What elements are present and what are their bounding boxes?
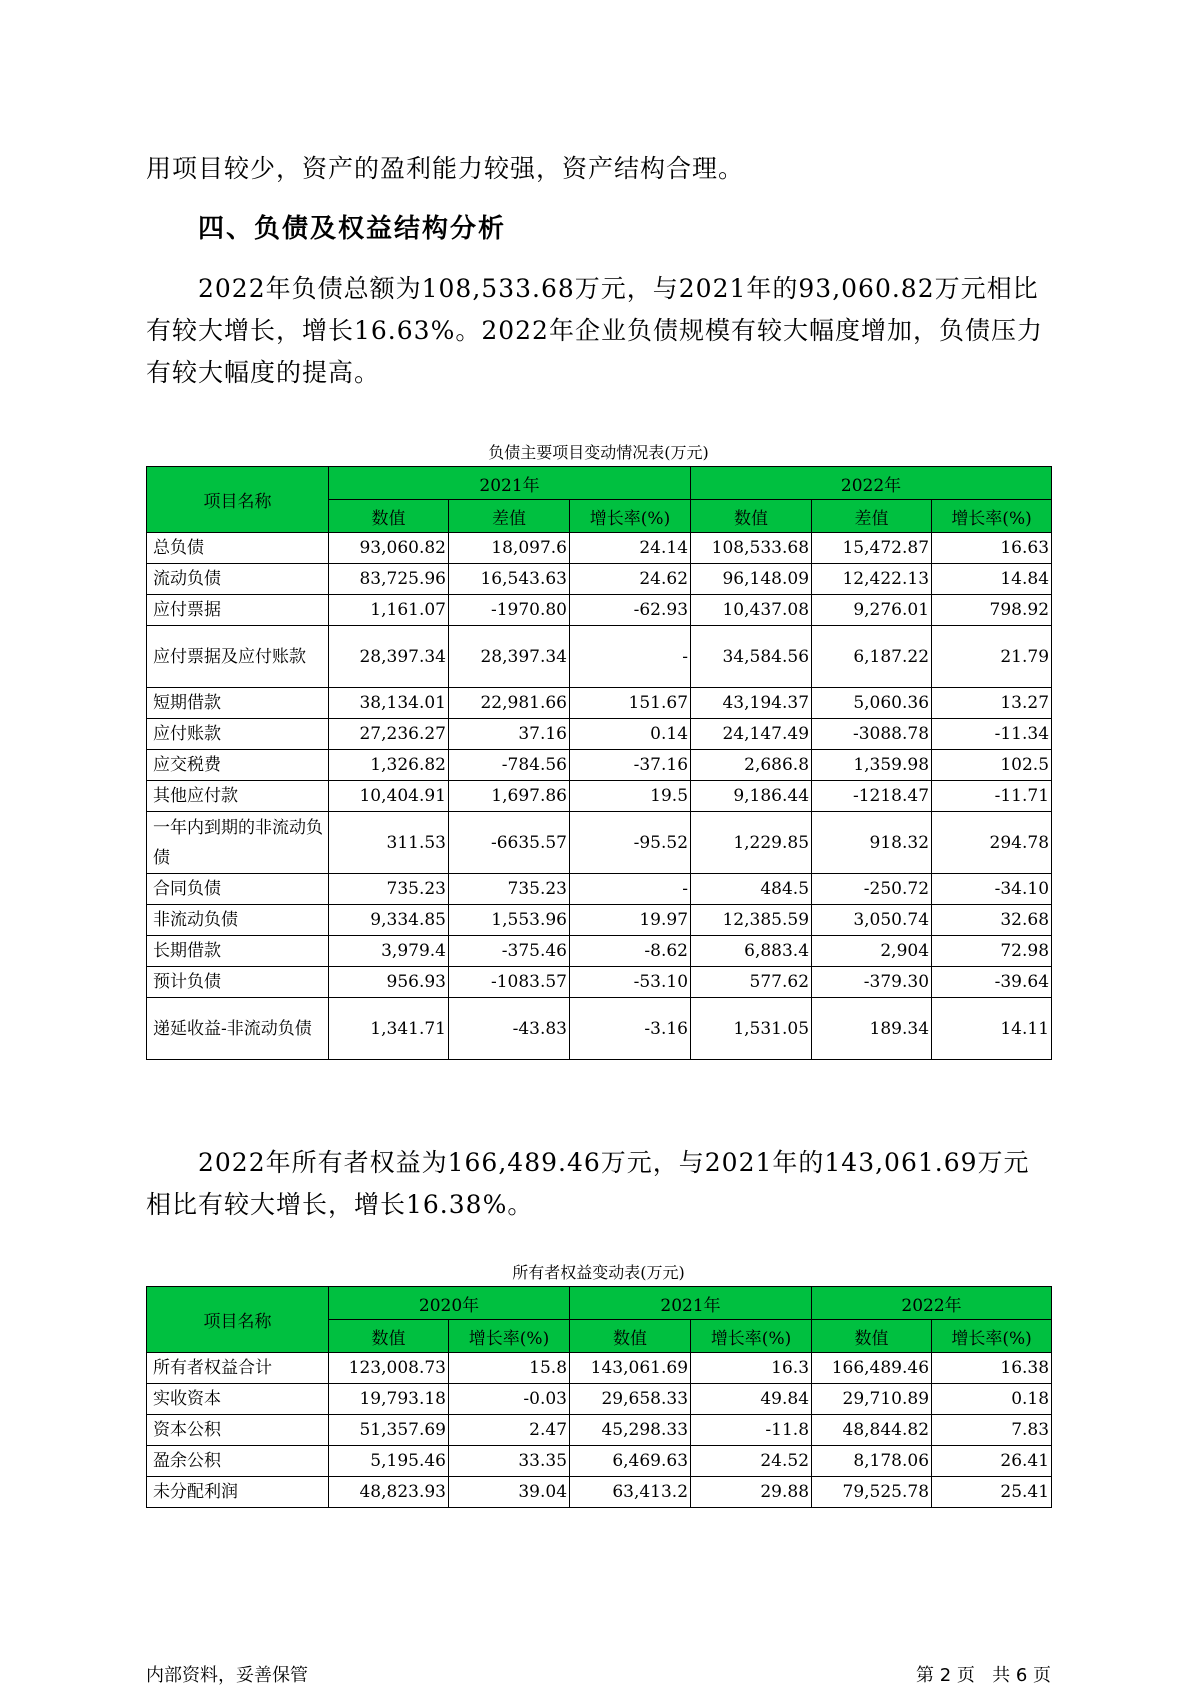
cell-value: 6,187.22 <box>812 626 932 688</box>
liability-year-2022: 2022年 <box>691 467 1052 500</box>
cell-value: 1,341.71 <box>329 998 449 1060</box>
cell-value: -53.10 <box>570 967 691 998</box>
cell-value: 12,422.13 <box>812 564 932 595</box>
equity-sub-header: 增长率(%) <box>932 1320 1052 1353</box>
cell-value: 735.23 <box>449 874 570 905</box>
equity-sub-header: 数值 <box>329 1320 449 1353</box>
cell-value: 3,050.74 <box>812 905 932 936</box>
cell-value: 12,385.59 <box>691 905 812 936</box>
liability-sub-header: 差值 <box>812 500 932 533</box>
cell-value: 33.35 <box>449 1446 570 1477</box>
cell-value: -1083.57 <box>449 967 570 998</box>
cell-value: 14.84 <box>932 564 1052 595</box>
cell-value: 29.88 <box>691 1477 812 1508</box>
table-row <box>147 533 1052 564</box>
equity-paragraph <box>146 1142 1046 1226</box>
cell-value: 10,437.08 <box>691 595 812 626</box>
cell-value: 16.63 <box>932 533 1052 564</box>
liability-sub-header: 数值 <box>691 500 812 533</box>
cell-value: 166,489.46 <box>812 1353 932 1384</box>
intro-line: 用项目较少，资产的盈利能力较强，资产结构合理。 <box>146 154 745 183</box>
cell-value: 93,060.82 <box>329 533 449 564</box>
row-label: 总负债 <box>147 533 329 564</box>
table-row <box>147 905 1052 936</box>
row-label: 应付账款 <box>147 719 329 750</box>
cell-value: 1,229.85 <box>691 812 812 874</box>
cell-value: -0.03 <box>449 1384 570 1415</box>
row-label: 应付票据 <box>147 595 329 626</box>
cell-value: 21.79 <box>932 626 1052 688</box>
row-label: 其他应付款 <box>147 781 329 812</box>
equity-table <box>146 1286 1052 1508</box>
table-row <box>147 750 1052 781</box>
table-row <box>147 812 1052 874</box>
table-row <box>147 967 1052 998</box>
cell-value: -8.62 <box>570 936 691 967</box>
cell-value: 1,531.05 <box>691 998 812 1060</box>
cell-value: 32.68 <box>932 905 1052 936</box>
cell-value: -11.71 <box>932 781 1052 812</box>
table-row <box>147 998 1052 1060</box>
cell-value: 29,710.89 <box>812 1384 932 1415</box>
cell-value: 29,658.33 <box>570 1384 691 1415</box>
table-row <box>147 1415 1052 1446</box>
table-row <box>147 564 1052 595</box>
cell-value: 9,276.01 <box>812 595 932 626</box>
cell-value: 2,686.8 <box>691 750 812 781</box>
cell-value: 1,161.07 <box>329 595 449 626</box>
cell-value: -95.52 <box>570 812 691 874</box>
row-label: 所有者权益合计 <box>147 1353 329 1384</box>
cell-value: 7.83 <box>932 1415 1052 1446</box>
cell-value: 16.38 <box>932 1353 1052 1384</box>
cell-value: -39.64 <box>932 967 1052 998</box>
cell-value: 72.98 <box>932 936 1052 967</box>
row-label: 预计负债 <box>147 967 329 998</box>
table-row <box>147 1477 1052 1508</box>
cell-value: 24.14 <box>570 533 691 564</box>
cell-value: 484.5 <box>691 874 812 905</box>
cell-value: 19.97 <box>570 905 691 936</box>
equity-year-2021: 2021年 <box>570 1287 812 1320</box>
cell-value: 48,823.93 <box>329 1477 449 1508</box>
section-heading: 四、负债及权益结构分析 <box>198 214 507 244</box>
equity-item-header: 项目名称 <box>147 1287 329 1353</box>
row-label: 资本公积 <box>147 1415 329 1446</box>
cell-value: 14.11 <box>932 998 1052 1060</box>
cell-value: -784.56 <box>449 750 570 781</box>
cell-value: 22,981.66 <box>449 688 570 719</box>
row-label: 合同负债 <box>147 874 329 905</box>
cell-value: 0.18 <box>932 1384 1052 1415</box>
row-label: 长期借款 <box>147 936 329 967</box>
liability-item-header: 项目名称 <box>147 467 329 533</box>
row-label: 应交税费 <box>147 750 329 781</box>
table-row <box>147 595 1052 626</box>
cell-value: 798.92 <box>932 595 1052 626</box>
liability-sub-header: 增长率(%) <box>932 500 1052 533</box>
cell-value: 96,148.09 <box>691 564 812 595</box>
cell-value: 15,472.87 <box>812 533 932 564</box>
cell-value: 102.5 <box>932 750 1052 781</box>
row-label: 实收资本 <box>147 1384 329 1415</box>
cell-value: 956.93 <box>329 967 449 998</box>
cell-value: 24.52 <box>691 1446 812 1477</box>
row-label: 短期借款 <box>147 688 329 719</box>
row-label: 流动负债 <box>147 564 329 595</box>
cell-value: -3088.78 <box>812 719 932 750</box>
table-row <box>147 781 1052 812</box>
cell-value: 3,979.4 <box>329 936 449 967</box>
cell-value: 6,469.63 <box>570 1446 691 1477</box>
cell-value: 26.41 <box>932 1446 1052 1477</box>
liability-table <box>146 466 1052 1060</box>
cell-value: 108,533.68 <box>691 533 812 564</box>
cell-value: - <box>570 626 691 688</box>
cell-value: 6,883.4 <box>691 936 812 967</box>
table-row <box>147 626 1052 688</box>
cell-value: -375.46 <box>449 936 570 967</box>
equity-sub-header: 增长率(%) <box>449 1320 570 1353</box>
cell-value: 13.27 <box>932 688 1052 719</box>
cell-value: -1970.80 <box>449 595 570 626</box>
cell-value: -11.34 <box>932 719 1052 750</box>
equity-year-2022: 2022年 <box>812 1287 1052 1320</box>
cell-value: 39.04 <box>449 1477 570 1508</box>
cell-value: 27,236.27 <box>329 719 449 750</box>
table-row <box>147 1446 1052 1477</box>
cell-value: 311.53 <box>329 812 449 874</box>
liability-table-caption: 负债主要项目变动情况表(万元) <box>488 443 709 462</box>
cell-value: 28,397.34 <box>329 626 449 688</box>
row-label: 未分配利润 <box>147 1477 329 1508</box>
row-label: 盈余公积 <box>147 1446 329 1477</box>
cell-value: 37.16 <box>449 719 570 750</box>
footer-note: 内部资料，妥善保管 <box>146 1665 308 1686</box>
equity-table-caption: 所有者权益变动表(万元) <box>512 1263 685 1282</box>
liability-sub-header: 增长率(%) <box>570 500 691 533</box>
equity-sub-header: 数值 <box>570 1320 691 1353</box>
cell-value: 1,326.82 <box>329 750 449 781</box>
cell-value: 5,195.46 <box>329 1446 449 1477</box>
cell-value: -379.30 <box>812 967 932 998</box>
cell-value: -43.83 <box>449 998 570 1060</box>
cell-value: 9,334.85 <box>329 905 449 936</box>
cell-value: 15.8 <box>449 1353 570 1384</box>
cell-value: 24,147.49 <box>691 719 812 750</box>
cell-value: 63,413.2 <box>570 1477 691 1508</box>
cell-value: -34.10 <box>932 874 1052 905</box>
row-label: 应付票据及应付账款 <box>147 626 329 688</box>
cell-value: -11.8 <box>691 1415 812 1446</box>
cell-value: 577.62 <box>691 967 812 998</box>
cell-value: 189.34 <box>812 998 932 1060</box>
row-label: 非流动负债 <box>147 905 329 936</box>
equity-year-2020: 2020年 <box>329 1287 570 1320</box>
cell-value: 1,697.86 <box>449 781 570 812</box>
cell-value: 8,178.06 <box>812 1446 932 1477</box>
page-number: 第 2 页 共 6 页 <box>916 1665 1051 1686</box>
liability-sub-header: 数值 <box>329 500 449 533</box>
cell-value: 0.14 <box>570 719 691 750</box>
row-label: 一年内到期的非流动负债 <box>147 812 329 874</box>
table-row <box>147 1384 1052 1415</box>
cell-value: -37.16 <box>570 750 691 781</box>
cell-value: 9,186.44 <box>691 781 812 812</box>
cell-value: 5,060.36 <box>812 688 932 719</box>
liability-year-2021: 2021年 <box>329 467 691 500</box>
cell-value: 43,194.37 <box>691 688 812 719</box>
cell-value: 735.23 <box>329 874 449 905</box>
liability-sub-header: 差值 <box>449 500 570 533</box>
cell-value: 16,543.63 <box>449 564 570 595</box>
cell-value: 918.32 <box>812 812 932 874</box>
cell-value: 19.5 <box>570 781 691 812</box>
table-row <box>147 936 1052 967</box>
liability-paragraph <box>146 268 1046 394</box>
cell-value: -62.93 <box>570 595 691 626</box>
cell-value: 79,525.78 <box>812 1477 932 1508</box>
cell-value: 10,404.91 <box>329 781 449 812</box>
cell-value: 48,844.82 <box>812 1415 932 1446</box>
cell-value: 34,584.56 <box>691 626 812 688</box>
cell-value: 1,553.96 <box>449 905 570 936</box>
equity-sub-header: 数值 <box>812 1320 932 1353</box>
cell-value: 151.67 <box>570 688 691 719</box>
cell-value: 49.84 <box>691 1384 812 1415</box>
row-label: 递延收益-非流动负债 <box>147 998 329 1060</box>
table-row <box>147 874 1052 905</box>
table-row <box>147 719 1052 750</box>
equity-sub-header: 增长率(%) <box>691 1320 812 1353</box>
cell-value: 294.78 <box>932 812 1052 874</box>
cell-value: 38,134.01 <box>329 688 449 719</box>
cell-value: 25.41 <box>932 1477 1052 1508</box>
table-row <box>147 688 1052 719</box>
cell-value: 19,793.18 <box>329 1384 449 1415</box>
cell-value: 83,725.96 <box>329 564 449 595</box>
cell-value: -3.16 <box>570 998 691 1060</box>
cell-value: 2,904 <box>812 936 932 967</box>
cell-value: -1218.47 <box>812 781 932 812</box>
cell-value: 1,359.98 <box>812 750 932 781</box>
cell-value: 51,357.69 <box>329 1415 449 1446</box>
cell-value: 18,097.6 <box>449 533 570 564</box>
cell-value: - <box>570 874 691 905</box>
table-row <box>147 1353 1052 1384</box>
cell-value: 16.3 <box>691 1353 812 1384</box>
cell-value: 2.47 <box>449 1415 570 1446</box>
cell-value: 45,298.33 <box>570 1415 691 1446</box>
cell-value: -250.72 <box>812 874 932 905</box>
cell-value: 28,397.34 <box>449 626 570 688</box>
liability-paragraph-text: 2022年负债总额为108,533.68万元，与2021年的93,060.82万元相比有较大增长，增长16.63%。2022年企业负债规模有较大幅度增加，负债压力有较大幅度的提高。 <box>146 274 1043 387</box>
cell-value: 24.62 <box>570 564 691 595</box>
equity-paragraph-text: 2022年所有者权益为166,489.46万元，与2021年的143,061.69万元相比有较大增长，增长16.38%。 <box>146 1148 1030 1219</box>
cell-value: 143,061.69 <box>570 1353 691 1384</box>
cell-value: 123,008.73 <box>329 1353 449 1384</box>
cell-value: -6635.57 <box>449 812 570 874</box>
